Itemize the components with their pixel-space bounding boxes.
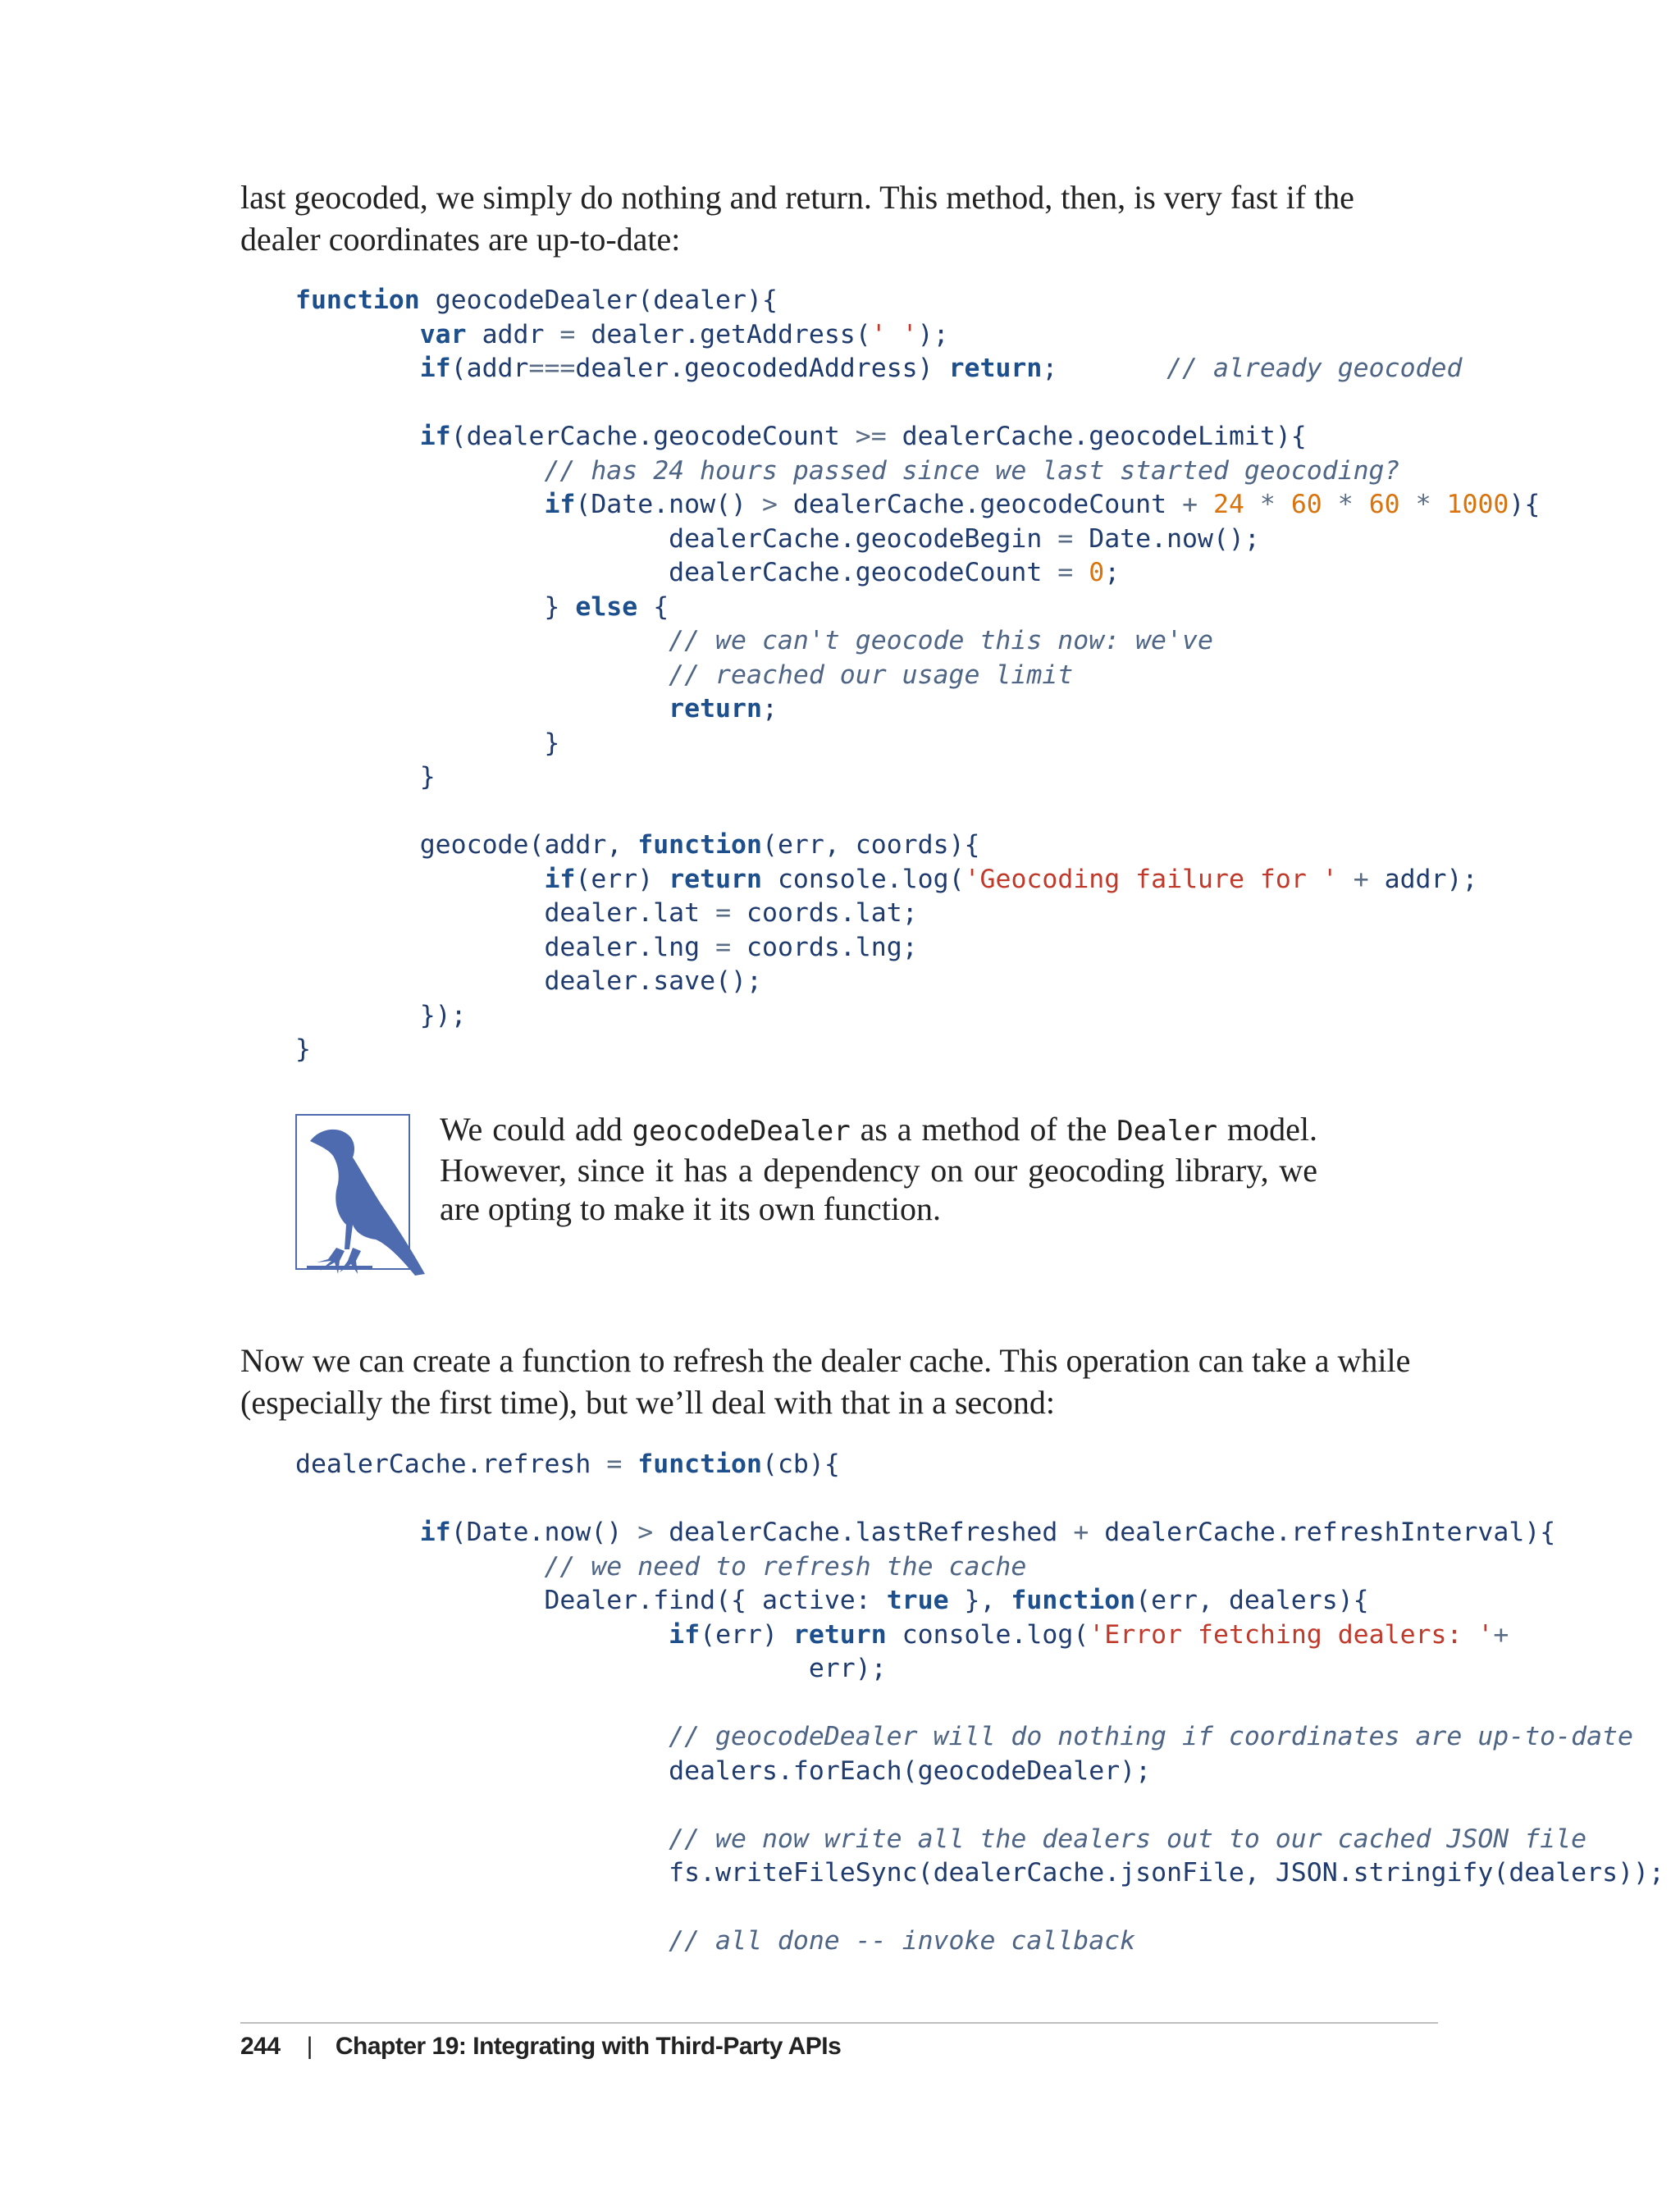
code-line: // we can't geocode this now: we've [669, 626, 1213, 655]
code-line: // all done -- invoke callback [669, 1926, 1136, 1956]
code-line: } [295, 762, 436, 792]
second-paragraph: Now we can create a function to refresh the dealer cache. This operation can take a while (especially the first time), but we’ll deal with that in a second: [240, 1342, 1411, 1421]
code-line: if(dealerCache.geocodeCount >= dealerCache.geocodeLimit){ [419, 422, 1307, 451]
code-line: function geocodeDealer(dealer){ [295, 285, 778, 315]
code-line: // has 24 hours passed since we last started geocoding? [544, 455, 1400, 486]
code-line: dealer.save(); [544, 966, 762, 996]
code-line: } else { [295, 591, 669, 622]
code-line: return; [669, 694, 778, 724]
code-line: dealers.forEach(geocodeDealer); [669, 1755, 1152, 1786]
code-line: // we need to refresh the cache [544, 1551, 1027, 1582]
page-number: 244 [240, 2033, 281, 2060]
code-block-dealer-cache-refresh [295, 1448, 1664, 1959]
code-line: var addr = dealer.getAddress(' '); [419, 319, 949, 349]
code-line: } [295, 728, 560, 758]
code-line: Dealer.find({ active: true }, function(err, dealers){ [544, 1586, 1369, 1615]
note-callout [295, 1110, 1444, 1286]
code-line: geocode(addr, function(err, coords){ [419, 830, 980, 860]
page-footer [240, 2033, 841, 2061]
code-line: if(addr===dealer.geocodedAddress) return; // already geocoded [419, 354, 1463, 383]
code-line: // we now write all the dealers out to our cached JSON file [669, 1824, 1587, 1854]
code-line: if(Date.now() > dealerCache.geocodeCount + 24 * 60 * 60 * 1000){ [544, 490, 1541, 519]
code-line: dealerCache.geocodeCount = 0; [669, 558, 1121, 587]
note-text: We could add geocodeDealer as a method of the Dealer model. However, since it has a dependency on our geocoding library, we are opting to make it its own function. [440, 1111, 1317, 1227]
crow-icon [295, 1110, 427, 1282]
code-line: dealer.lat = coords.lat; [544, 898, 918, 928]
code-line: fs.writeFileSync(dealerCache.jsonFile, JSON.stringify(dealers)); [669, 1858, 1664, 1888]
code-line: if(err) return console.log('Geocoding failure for ' + addr); [544, 864, 1478, 894]
code-line: if(err) return console.log('Error fetching dealers: '+ [669, 1619, 1509, 1650]
code-line: dealerCache.refresh = function(cb){ [295, 1449, 840, 1479]
code-line: if(Date.now() > dealerCache.lastRefreshed + dealerCache.refreshInterval){ [419, 1518, 1556, 1547]
code-line: // reached our usage limit [669, 660, 1074, 690]
code-line: // geocodeDealer will do nothing if coordinates are up-to-date [669, 1722, 1633, 1751]
code-block-geocode-dealer [295, 284, 1540, 1067]
chapter-title: Chapter 19: Integrating with Third-Party APIs [335, 2033, 842, 2060]
code-line: dealerCache.geocodeBegin = Date.now(); [669, 523, 1260, 554]
footer-rule [240, 2022, 1438, 2024]
code-line: } [295, 1034, 311, 1064]
code-line: dealer.lng = coords.lng; [544, 932, 918, 962]
footer-separator: | [306, 2033, 313, 2060]
intro-paragraph: last geocoded, we simply do nothing and return. This method, then, is very fast if the dealer coordinates are up-to-date: [240, 179, 1354, 258]
code-line: err); [808, 1654, 887, 1683]
code-line: }); [295, 1000, 467, 1030]
